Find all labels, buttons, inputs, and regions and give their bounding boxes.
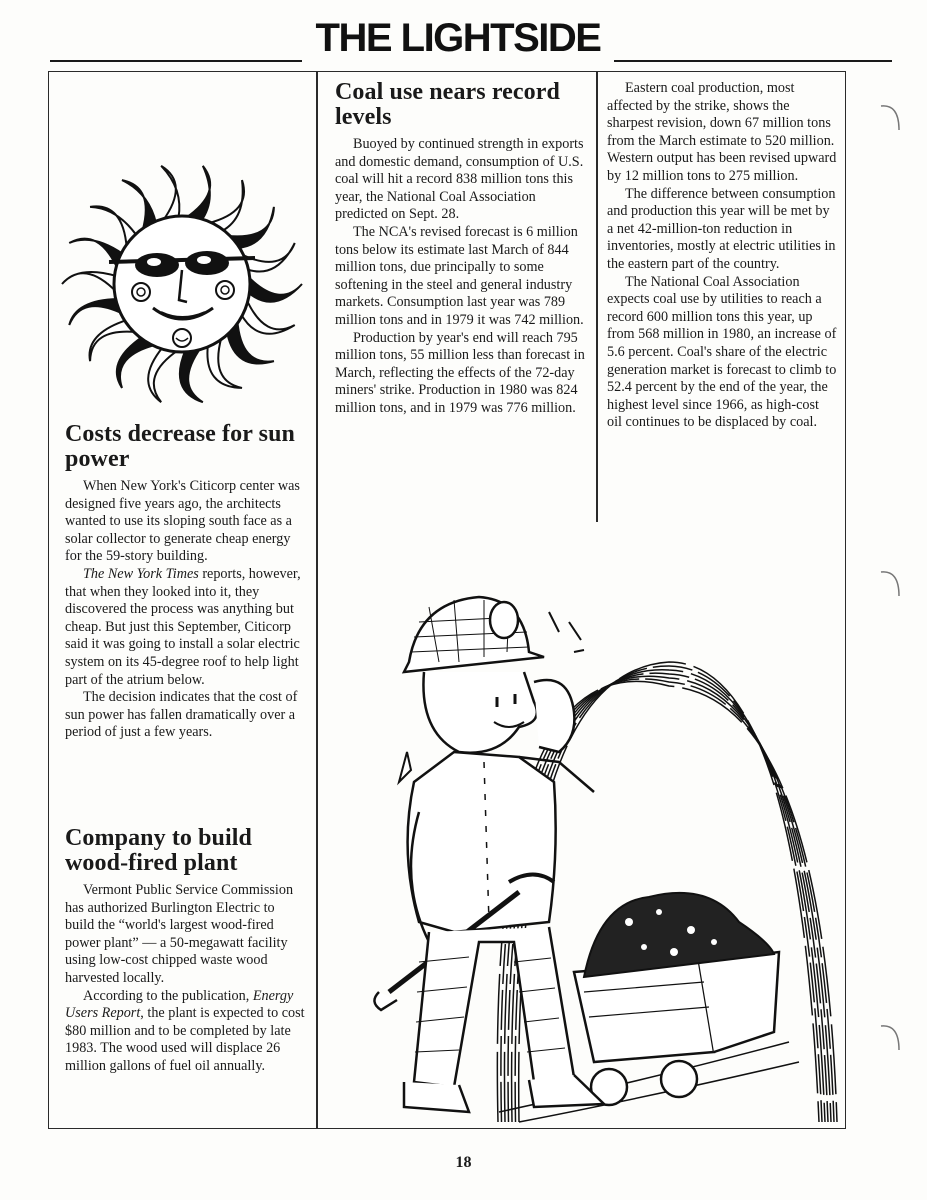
sun-ray [241,299,295,334]
binder-hole-mark [879,100,903,134]
paragraph: The decision indicates that the cost of sun power has fallen dramatically over a period of just a few years. [65,689,298,741]
publication-name: Energy Users Report [65,987,294,1022]
paragraph: The NCA's revised forecast is 6 million tons below its estimate last March of 844 million tons, due principally to some softening in the steel and general industry markets. Consumption last year was 789 million tons and in 1979 it was 742 million. [335,223,584,328]
article-coal-continued [607,80,837,432]
masthead-rule-left [50,60,302,62]
sun-ray [148,347,178,402]
sun-ray [180,347,203,402]
paragraph: Production by year's end will reach 795 million tons, 55 million less than forecast in March, reflecting the effects of the 72-day miners' strike. Production in 1980 was 824 million tons, and in 1979 was 776 million. [335,329,585,416]
masthead-rule-right [614,60,892,62]
sun-with-sunglasses-illustration [57,122,307,432]
publication-name: The New York Times [83,565,199,582]
article-sun-power [65,422,305,742]
sun-ray [69,239,123,269]
paragraph-text: According to the publication, [83,987,253,1004]
paragraph-text: , the plant is expected to cost $80 million and to be completed by late 1983. The wood used will displace 26 million gallons of fuel oil annually. [65,1005,305,1074]
page-number: 18 [455,1154,472,1171]
column-divider-right [596,72,598,522]
column-divider-left [316,72,318,1128]
page-title: THE LIGHTSIDE [315,16,601,60]
coal-miner-illustration [319,522,845,1127]
paragraph: The National Coal Association expects coal use by utilities to reach a record 600 million tons this year, up from 568 million in 1980, an increase of 5.6 percent. Coal's share of the electric generation market is forecast to climb to 52.4 percent by the end of the year, the highest level since 1966, as high-cost oil continues to be displaced by coal. [607,273,837,431]
headline-wood-plant: Company to build wood-fired plant [65,825,252,876]
binder-hole-mark [879,1020,903,1054]
paragraph: When New York's Citicorp center was designed five years ago, the architects wanted to use its sloping south face as a solar collector to generate cheap energy for the 59-story building. [65,478,300,565]
binder-hole-mark [879,566,903,600]
content-frame [48,71,846,1129]
sun-ray [248,276,302,302]
sun-ray [161,166,179,221]
paragraph: Buoyed by continued strength in exports and domestic demand, consumption of U.S. coal will hit a record 838 million tons this year, the National Coal Association predicted on Sept. 28. [335,136,584,223]
paragraph: The difference between consumption and production this year will be met by a net 42-million-ton reduction in inventories, mostly at electric utilities in the eastern part of the country. [607,185,836,272]
article-coal [335,80,585,418]
sun-ray [186,166,211,221]
paragraph [65,988,305,1076]
paragraph-text: reports, however, that when they looked into it, they discovered the process was anything but cheap. But just this September, Citicorp said it was going to install a solar electric system on its 45-degree roof to help light part of the atrium below. [65,565,301,688]
headline-sun-power: Costs decrease for sun power [65,421,295,472]
masthead [50,14,892,70]
paragraph [65,566,305,689]
sun-ray [62,272,116,292]
paragraph: Vermont Public Service Commission has authorized Burlington Electric to build the “world's largest wood-fired power plant” — a 50-megawatt facility using low-cost chipped waste wood harvested locally. [65,882,294,986]
sun-ray [69,299,123,325]
article-wood-plant [65,826,305,1076]
paragraph: Eastern coal production, most affected by the strike, shows the sharpest revision, down 67 million tons from the March estimate to 520 million. Western output has been revised upward by 12 million tons to 275 million. [607,80,837,184]
headline-coal: Coal use nears record levels [335,79,560,130]
